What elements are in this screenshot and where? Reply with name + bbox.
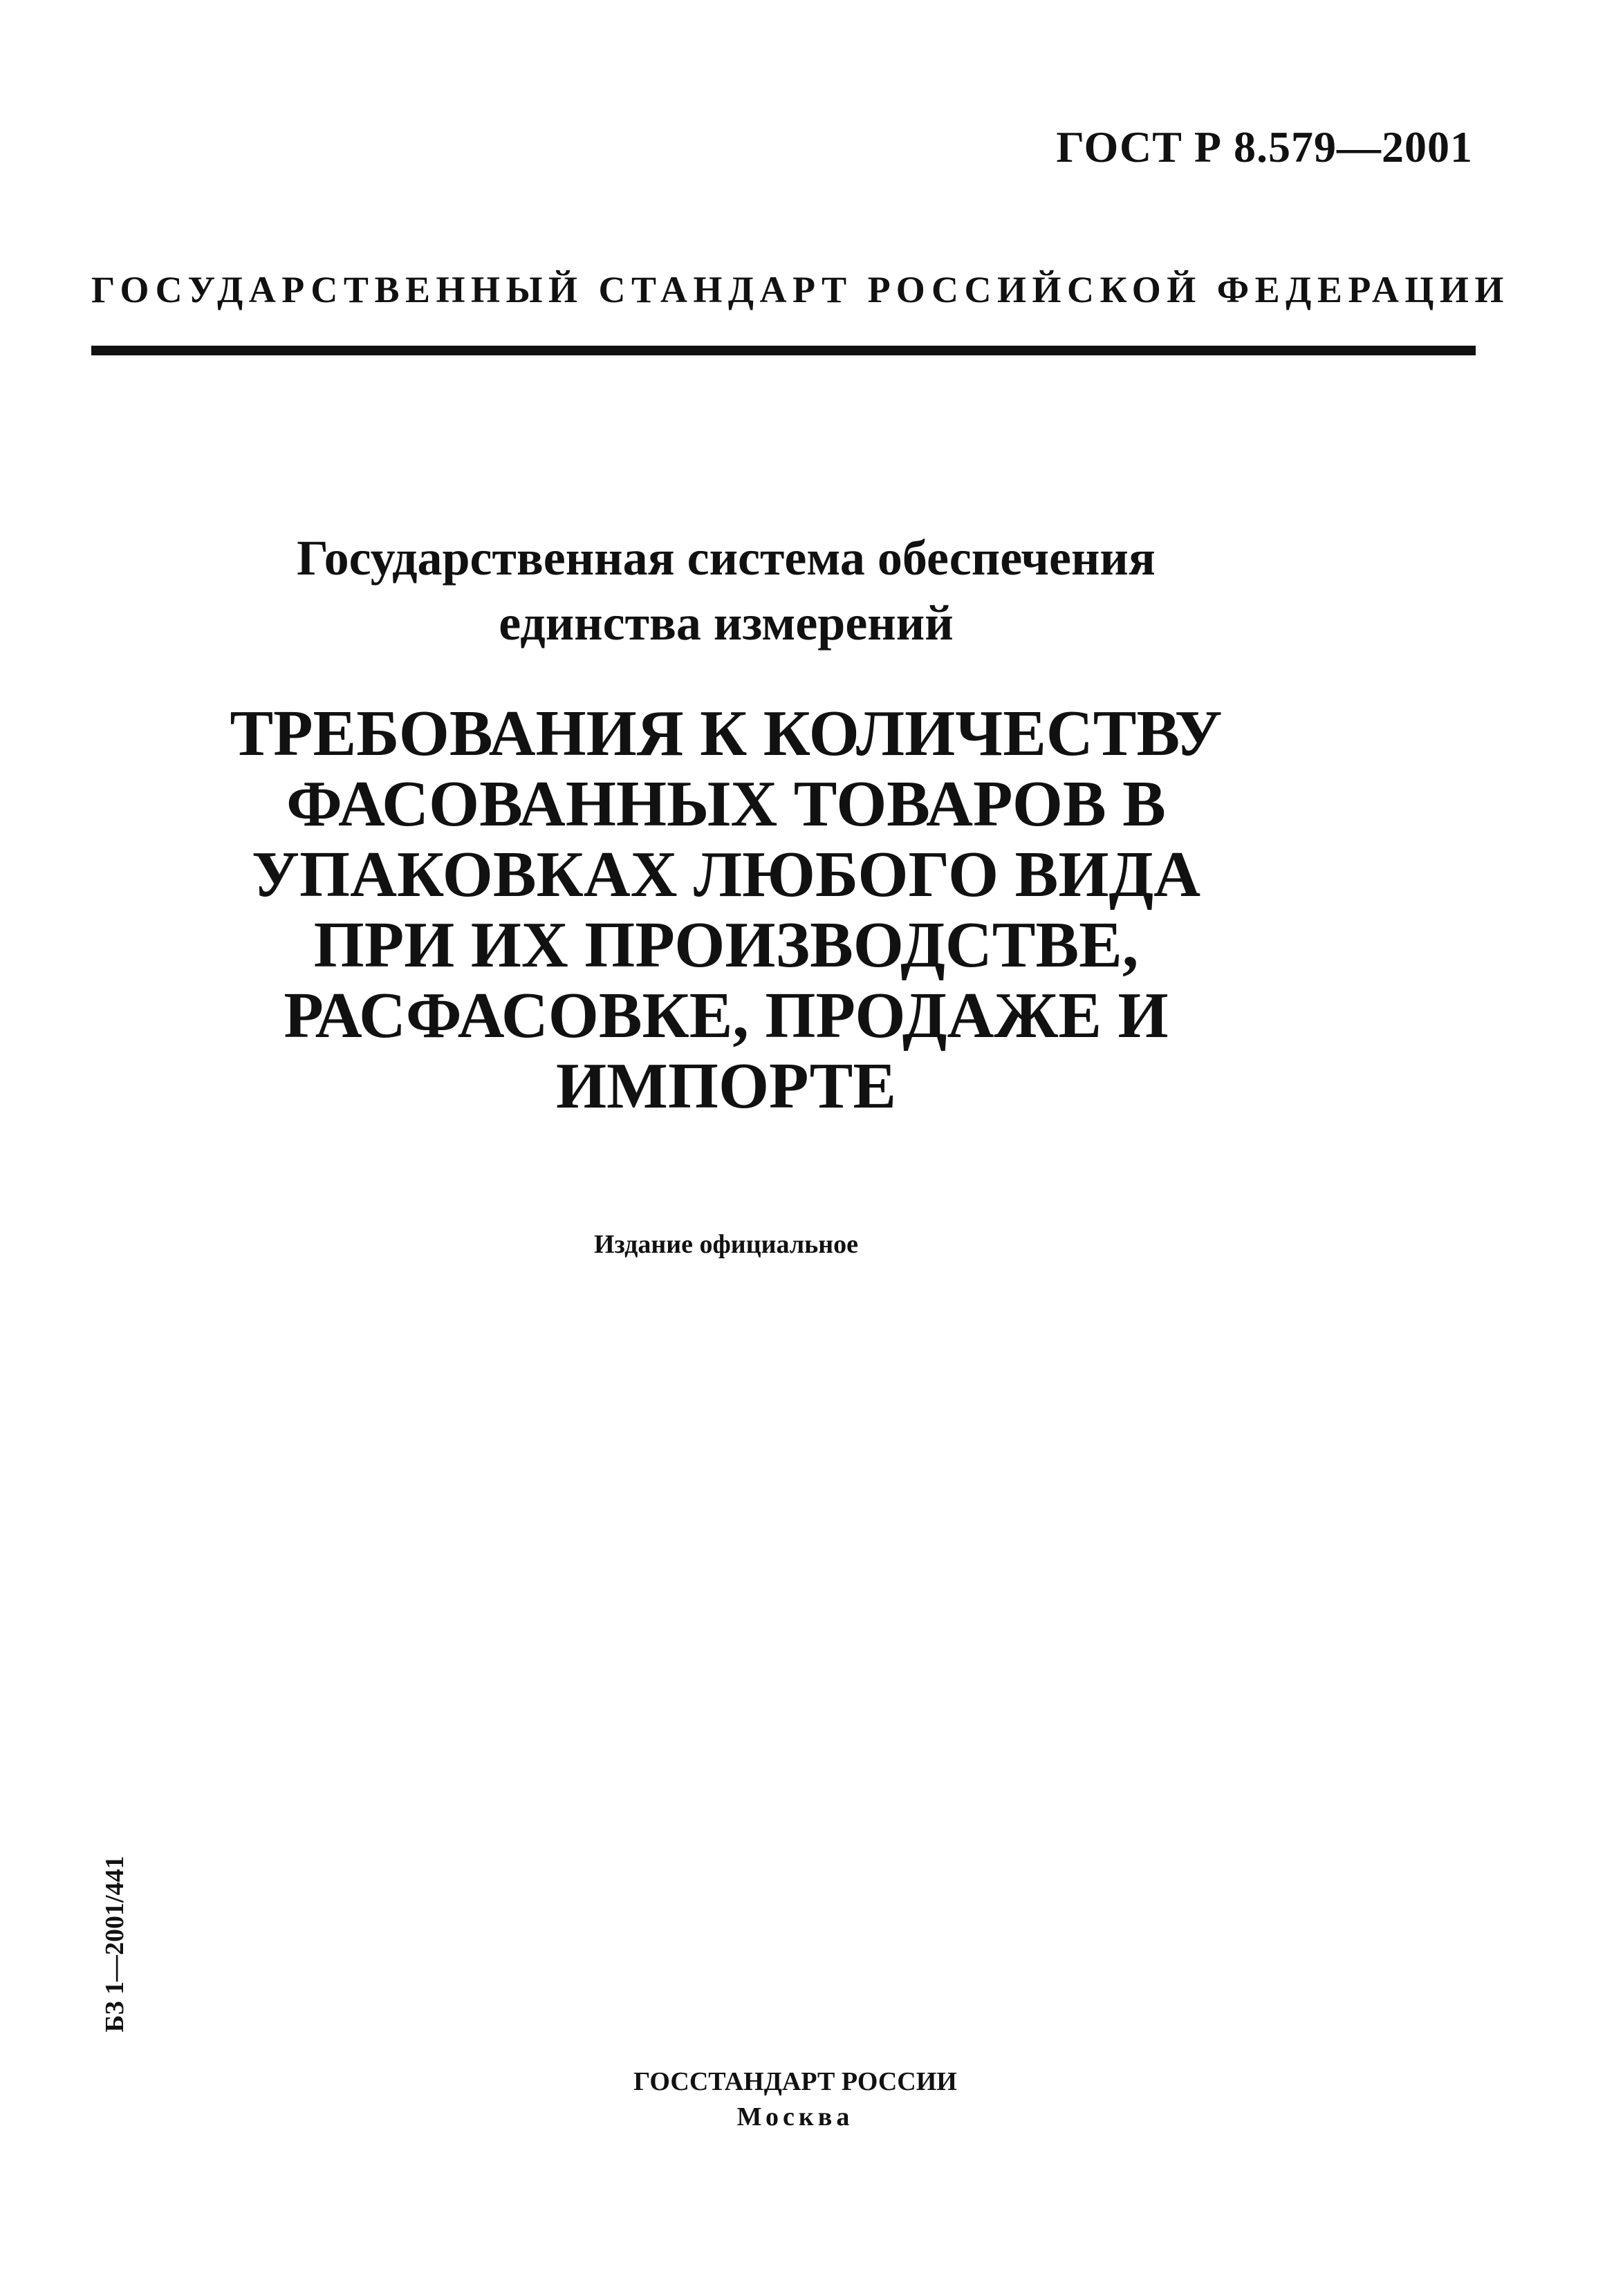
main-title-line-4: ПРИ ИХ ПРОИЗВОДСТВЕ,: [313, 909, 1139, 981]
state-standard-heading: ГОСУДАРСТВЕННЫЙ СТАНДАРТ РОССИЙСКОЙ ФЕДЕРАЦИИ: [91, 269, 1510, 310]
system-title-line-1: Государственная система обеспечения: [297, 530, 1156, 586]
main-title-line-3: УПАКОВКАХ ЛЮБОГО ВИДА: [252, 839, 1200, 911]
side-code-container: [94, 1792, 136, 2096]
publisher: ГОССТАНДАРТ РОССИИ: [633, 2067, 957, 2096]
main-title-line-2: ФАСОВАННЫХ ТОВАРОВ В: [286, 768, 1166, 840]
edition-label: Издание официальное: [593, 1230, 858, 1259]
system-title: [207, 525, 1245, 655]
side-code: БЗ 1—2001/441: [100, 1856, 129, 2033]
header-divider: [91, 346, 1476, 355]
main-title: [207, 698, 1245, 1121]
system-title-line-2: единства измерений: [499, 595, 954, 651]
main-title-line-1: ТРЕБОВАНИЯ К КОЛИЧЕСТВУ: [230, 698, 1223, 769]
publisher-city: Москва: [736, 2102, 854, 2131]
main-title-line-6: ИМПОРТЕ: [555, 1050, 897, 1122]
document-code: ГОСТ Р 8.579—2001: [1056, 122, 1473, 171]
main-title-line-5: РАСФАСОВКЕ, ПРОДАЖЕ И: [284, 980, 1169, 1052]
